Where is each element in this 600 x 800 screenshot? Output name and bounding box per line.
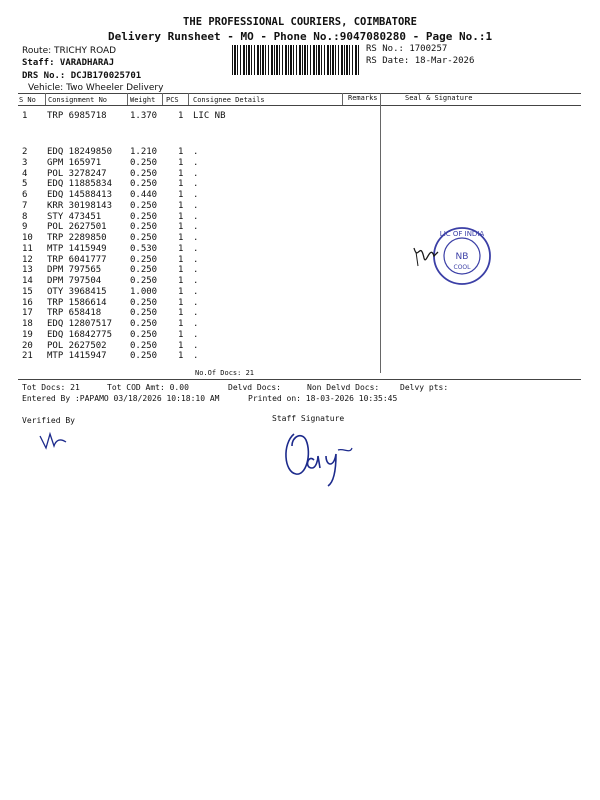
drs-number: DRS No.: DCJB170025701: [22, 71, 142, 81]
table-row-pcs: 1: [178, 298, 184, 308]
staff-signature-icon: [280, 424, 360, 488]
non-delvd-docs: Non Delvd Docs:: [307, 383, 380, 392]
divider: [188, 93, 189, 105]
table-row-cno: TRP 2289850: [47, 233, 107, 243]
table-row-sno: 1: [22, 111, 28, 121]
table-row-cno: DPM 797565: [47, 265, 102, 275]
table-row-cno: STY 473451: [47, 212, 102, 222]
table-row-details: .: [193, 330, 199, 340]
rs-date: RS Date: 18-Mar-2026: [366, 56, 475, 66]
table-row-weight: 0.250: [130, 330, 158, 340]
table-row-details: .: [193, 265, 199, 275]
table-row-cno: OTY 3968415: [47, 287, 107, 297]
table-row-pcs: 1: [178, 265, 184, 275]
col-remarks-header: Remarks: [348, 94, 378, 102]
table-row-pcs: 1: [178, 308, 184, 318]
table-row-cno: EDQ 14588413: [47, 190, 113, 200]
table-row-pcs: 1: [178, 276, 184, 286]
table-row-pcs: 1: [178, 147, 184, 157]
table-row-cno: EDQ 11885834: [47, 179, 113, 189]
runsheet-title: Delivery Runsheet - MO - Phone No.:9047080280 - Page No.:1: [108, 30, 493, 43]
table-row-sno: 15: [22, 287, 33, 297]
table-row-pcs: 1: [178, 255, 184, 265]
table-row-weight: 0.530: [130, 244, 158, 254]
table-row-sno: 10: [22, 233, 33, 243]
tot-cod-amt: Tot COD Amt: 0.00: [107, 383, 189, 392]
table-row-weight: 0.250: [130, 212, 158, 222]
table-row-weight: 1.370: [130, 111, 158, 121]
table-row-cno: DPM 797504: [47, 276, 102, 286]
no-of-docs: No.Of Docs: 21: [195, 369, 255, 377]
printed-on: Printed on: 18-03-2026 10:35:45: [248, 394, 398, 403]
staff: Staff: VARADHARAJ: [22, 58, 115, 68]
table-row-weight: 0.250: [130, 276, 158, 286]
table-row-weight: 0.250: [130, 341, 158, 351]
table-row-weight: 0.250: [130, 255, 158, 265]
table-row-details: .: [193, 190, 199, 200]
table-row-details: .: [193, 169, 199, 179]
table-row-cno: EDQ 18249850: [47, 147, 113, 157]
table-row-sno: 17: [22, 308, 33, 318]
table-row-sno: 6: [22, 190, 28, 200]
table-row-sno: 12: [22, 255, 33, 265]
barcode: [232, 45, 360, 75]
table-row-details: .: [193, 222, 199, 232]
table-row-details: .: [193, 276, 199, 286]
table-row-pcs: 1: [178, 330, 184, 340]
table-row-sno: 3: [22, 158, 28, 168]
delvd-docs: Delvd Docs:: [228, 383, 281, 392]
table-row-weight: 1.210: [130, 147, 158, 157]
table-row-cno: MTP 1415949: [47, 244, 107, 254]
table-row-sno: 13: [22, 265, 33, 275]
table-row-weight: 0.250: [130, 319, 158, 329]
divider: [342, 93, 343, 105]
table-row-cno: GPM 165971: [47, 158, 102, 168]
table-row-sno: 5: [22, 179, 28, 189]
table-row-weight: 0.250: [130, 201, 158, 211]
table-row-details: .: [193, 319, 199, 329]
table-row-cno: EDQ 16842775: [47, 330, 113, 340]
table-row-pcs: 1: [178, 222, 184, 232]
table-row-pcs: 1: [178, 287, 184, 297]
col-pcs-header: PCS: [166, 96, 179, 104]
table-row-details: .: [193, 287, 199, 297]
table-row-details: .: [193, 212, 199, 222]
col-consignment-header: Consignment No: [48, 96, 108, 104]
table-row-sno: 7: [22, 201, 28, 211]
divider: [162, 93, 163, 105]
table-row-details: .: [193, 158, 199, 168]
table-row-pcs: 1: [178, 201, 184, 211]
table-row-pcs: 1: [178, 190, 184, 200]
table-row-pcs: 1: [178, 244, 184, 254]
stamp-ring-text: LIC OF INDIA: [439, 230, 485, 238]
divider: [45, 93, 46, 105]
table-row-sno: 9: [22, 222, 28, 232]
table-row-pcs: 1: [178, 319, 184, 329]
table-row-cno: EDQ 12807517: [47, 319, 113, 329]
table-row-weight: 0.250: [130, 158, 158, 168]
delvy-pts: Delvy pts:: [400, 383, 449, 392]
col-weight-header: Weight: [130, 96, 156, 104]
table-row-sno: 8: [22, 212, 28, 222]
table-row-details: .: [193, 255, 199, 265]
company-name: THE PROFESSIONAL COURIERS, COIMBATORE: [183, 16, 417, 28]
table-row-cno: TRP 658418: [47, 308, 102, 318]
table-row-details: LIC NB: [193, 111, 226, 121]
table-row-details: .: [193, 244, 199, 254]
table-row-sno: 19: [22, 330, 33, 340]
table-row-details: .: [193, 308, 199, 318]
table-row-details: .: [193, 351, 199, 361]
rs-number: RS No.: 1700257: [366, 44, 448, 54]
table-row-pcs: 1: [178, 212, 184, 222]
divider: [127, 93, 128, 105]
table-row-sno: 21: [22, 351, 33, 361]
table-row-sno: 14: [22, 276, 33, 286]
table-row-pcs: 1: [178, 169, 184, 179]
table-row-pcs: 1: [178, 111, 184, 121]
table-row-details: .: [193, 179, 199, 189]
table-row-weight: 0.250: [130, 169, 158, 179]
table-row-cno: POL 3278247: [47, 169, 107, 179]
table-row-weight: 0.250: [130, 233, 158, 243]
table-row-weight: 0.250: [130, 179, 158, 189]
table-row-sno: 20: [22, 341, 33, 351]
table-row-weight: 0.440: [130, 190, 158, 200]
table-row-pcs: 1: [178, 158, 184, 168]
table-row-sno: 18: [22, 319, 33, 329]
table-row-pcs: 1: [178, 351, 184, 361]
table-row-pcs: 1: [178, 341, 184, 351]
stamp-center-text: NB: [455, 252, 469, 262]
table-top-rule: [18, 93, 581, 94]
table-row-cno: TRP 6985718: [47, 111, 107, 121]
verified-by-label: Verified By: [22, 416, 75, 425]
table-row-sno: 2: [22, 147, 28, 157]
table-row-weight: 0.250: [130, 351, 158, 361]
route: Route: TRICHY ROAD: [22, 46, 117, 56]
table-row-sno: 16: [22, 298, 33, 308]
table-row-details: .: [193, 147, 199, 157]
table-row-pcs: 1: [178, 233, 184, 243]
remarks-seal-divider: [380, 93, 381, 373]
col-consignee-header: Consignee Details: [193, 96, 265, 104]
staff-signature-label: Staff Signature: [272, 414, 345, 423]
table-row-cno: KRR 30198143: [47, 201, 113, 211]
entered-by: Entered By :PAPAMO 03/18/2026 10:18:10 AM: [22, 394, 220, 403]
table-row-weight: 0.250: [130, 308, 158, 318]
table-row-cno: TRP 6041777: [47, 255, 107, 265]
table-row-details: .: [193, 341, 199, 351]
table-bottom-rule: [18, 379, 581, 380]
table-row-weight: 0.250: [130, 265, 158, 275]
table-row-cno: POL 2627502: [47, 341, 107, 351]
table-row-sno: 4: [22, 169, 28, 179]
col-seal-header: Seal & Signature: [405, 94, 473, 102]
table-row-pcs: 1: [178, 179, 184, 189]
table-row-weight: 0.250: [130, 222, 158, 232]
table-row-cno: MTP 1415947: [47, 351, 107, 361]
stamp-icon: [408, 222, 500, 290]
table-row-weight: 0.250: [130, 298, 158, 308]
stamp-sub-text: COOL: [453, 264, 471, 271]
tot-docs: Tot Docs: 21: [22, 383, 80, 392]
table-row-details: .: [193, 201, 199, 211]
verified-signature-icon: [38, 428, 68, 452]
table-row-cno: TRP 1586614: [47, 298, 107, 308]
table-header-rule: [18, 105, 581, 106]
table-row-sno: 11: [22, 244, 33, 254]
col-sno-header: S No: [19, 96, 36, 104]
table-row-cno: POL 2627501: [47, 222, 107, 232]
table-row-details: .: [193, 233, 199, 243]
table-row-weight: 1.000: [130, 287, 158, 297]
table-row-details: .: [193, 298, 199, 308]
vehicle: Vehicle: Two Wheeler Delivery: [28, 83, 164, 93]
